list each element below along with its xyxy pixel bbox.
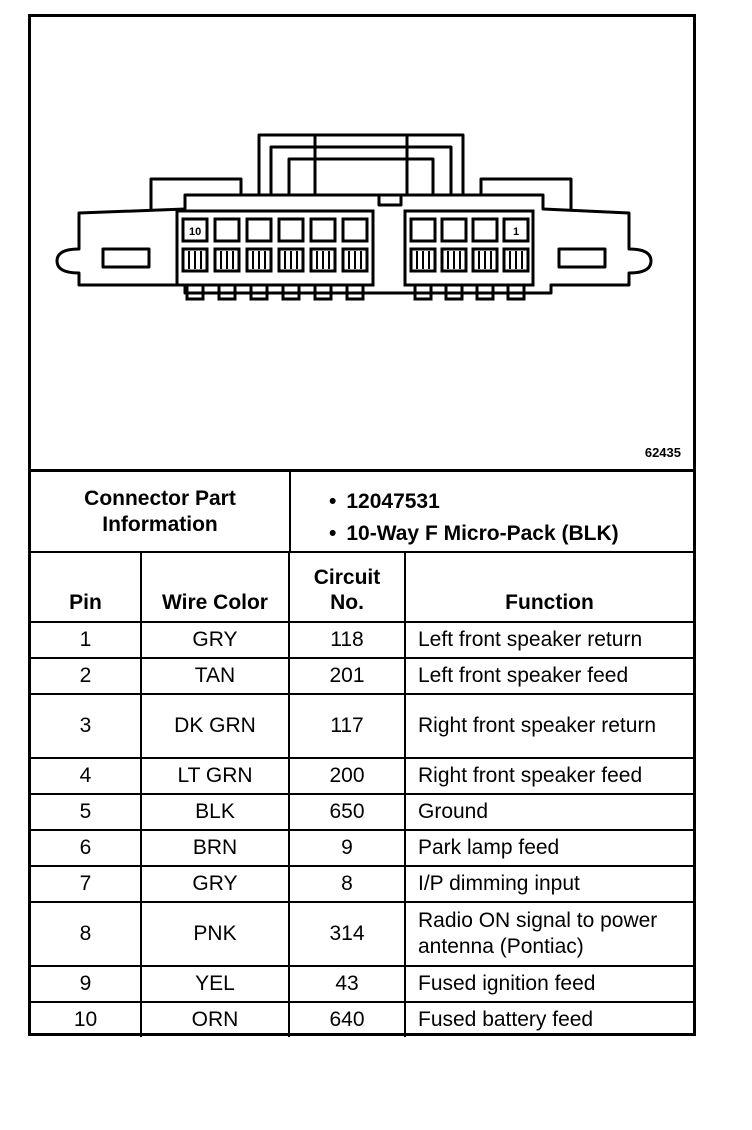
- table-row: [31, 966, 693, 1002]
- pin-cell: 1: [31, 622, 141, 658]
- table-row: [31, 694, 693, 758]
- table-row: [31, 830, 693, 866]
- pin-cavity: [473, 219, 497, 241]
- pin-10-label: 10: [189, 226, 202, 238]
- pin-cavity: [442, 219, 466, 241]
- pin-cell: 10: [31, 1002, 141, 1037]
- pin-1-label: 1: [513, 226, 520, 238]
- table-row: [31, 758, 693, 794]
- pin-cavity: [343, 219, 367, 241]
- table-row: [31, 902, 693, 966]
- wire-color-cell: YEL: [141, 966, 289, 1002]
- info-items: [291, 472, 693, 551]
- function-cell: Fused battery feed: [405, 1002, 693, 1037]
- table-row: [31, 1002, 693, 1037]
- wire-color-cell: ORN: [141, 1002, 289, 1037]
- connector-type: • 10-Way F Micro-Pack (BLK): [329, 518, 693, 550]
- pin-cavity: [279, 219, 303, 241]
- pin-cell: 6: [31, 830, 141, 866]
- table-row: [31, 622, 693, 658]
- pin-cell: 2: [31, 658, 141, 694]
- table-row: [31, 866, 693, 902]
- right-ear-window: [559, 249, 605, 267]
- wire-color-cell: BLK: [141, 794, 289, 830]
- pin-cell: 4: [31, 758, 141, 794]
- pin-cavity: [247, 219, 271, 241]
- pin-cell: 5: [31, 794, 141, 830]
- circuit-cell: 9: [289, 830, 405, 866]
- header-function: Function: [405, 552, 693, 622]
- pin-cavity: [311, 219, 335, 241]
- function-cell: Ground: [405, 794, 693, 830]
- connector-part-info: [31, 469, 693, 551]
- function-cell: Left front speaker return: [405, 622, 693, 658]
- connector-diagram: [31, 17, 693, 469]
- pin-cavity: [215, 219, 239, 241]
- table-row: [31, 794, 693, 830]
- table-header-row: [31, 552, 693, 622]
- pin-cavity: [411, 219, 435, 241]
- circuit-cell: 8: [289, 866, 405, 902]
- info-label-line2: Information: [102, 512, 218, 536]
- circuit-cell: 117: [289, 694, 405, 758]
- circuit-cell: 43: [289, 966, 405, 1002]
- header-circuit-line1: Circuit: [313, 566, 381, 589]
- part-number: • 12047531: [329, 486, 693, 518]
- pin-cell: 3: [31, 694, 141, 758]
- circuit-cell: 201: [289, 658, 405, 694]
- pin-cell: 9: [31, 966, 141, 1002]
- function-cell: Park lamp feed: [405, 830, 693, 866]
- wire-color-cell: GRY: [141, 866, 289, 902]
- function-cell: Fused ignition feed: [405, 966, 693, 1002]
- wire-color-cell: LT GRN: [141, 758, 289, 794]
- function-cell: Right front speaker return: [405, 694, 693, 758]
- right-cavity-row: [411, 219, 528, 299]
- header-wire-color: Wire Color: [141, 552, 289, 622]
- pinout-table: [31, 551, 693, 1037]
- circuit-cell: 640: [289, 1002, 405, 1037]
- wire-color-cell: TAN: [141, 658, 289, 694]
- pin-cell: 7: [31, 866, 141, 902]
- circuit-cell: 314: [289, 902, 405, 966]
- left-ear-window: [103, 249, 149, 267]
- function-cell: Right front speaker feed: [405, 758, 693, 794]
- header-pin: Pin: [31, 552, 141, 622]
- info-label-line1: Connector Part: [84, 486, 236, 510]
- circuit-cell: 118: [289, 622, 405, 658]
- wire-color-cell: DK GRN: [141, 694, 289, 758]
- pin-cell: 8: [31, 902, 141, 966]
- info-label: [31, 472, 291, 551]
- wire-color-cell: PNK: [141, 902, 289, 966]
- left-cavity-row: [183, 219, 367, 299]
- circuit-cell: 200: [289, 758, 405, 794]
- table-row: [31, 658, 693, 694]
- function-cell: Radio ON signal to power antenna (Pontiac): [405, 902, 693, 966]
- header-circuit: [289, 552, 405, 622]
- wire-color-cell: BRN: [141, 830, 289, 866]
- function-cell: I/P dimming input: [405, 866, 693, 902]
- connector-sheet: [28, 14, 696, 1036]
- header-circuit-line2: No.: [330, 591, 364, 614]
- function-cell: Left front speaker feed: [405, 658, 693, 694]
- wire-color-cell: GRY: [141, 622, 289, 658]
- circuit-cell: 650: [289, 794, 405, 830]
- figure-number: 62435: [644, 445, 681, 460]
